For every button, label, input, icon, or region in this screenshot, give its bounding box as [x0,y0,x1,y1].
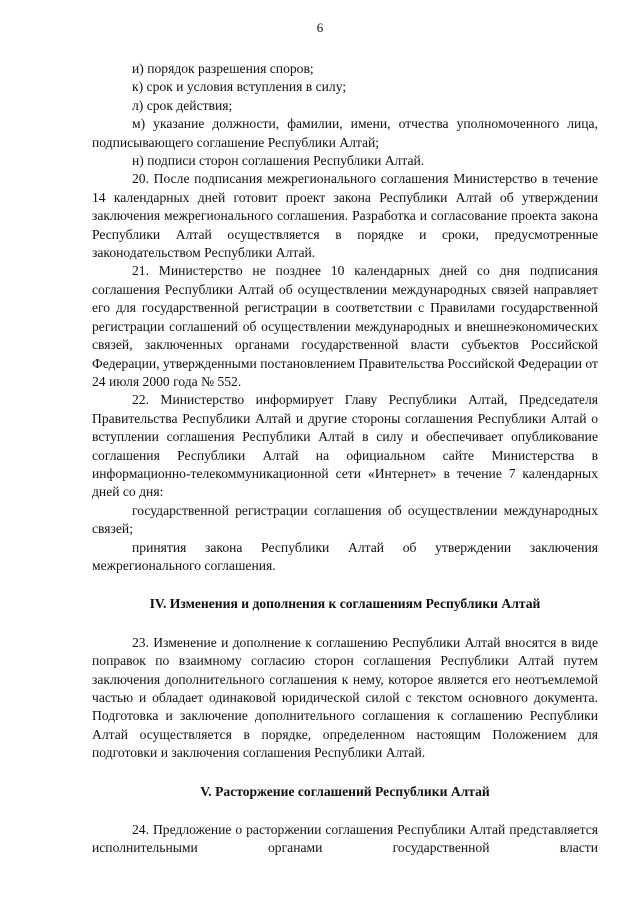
paragraph-22-item-2: принятия закона Республики Алтай об утверждении заключения межрегионального соглашения. [92,539,598,573]
paragraph-22: 22. Министерство информирует Главу Республики Алтай, Председателя Правительства Республики Алтай и другие стороны соглашения Республики Алтай о вступлении соглашения Республики Алтай в силу и обеспечивает опубликование соглашения Республики Алтай на официальном сайте Министерства в информационно-телекоммуникационной сети «Интернет» в течение 7 календарных дней со дня: [92,392,598,500]
paragraph-23: 23. Изменение и дополнение к соглашению Республики Алтай вносятся в виде поправок по взаимному согласию сторон соглашения Республики Алтай путем заключения дополнительного соглашения к нему, которое является его неотъемлемой частью и обладает одинаковой юридической силой с текстом основного документа. Подготовка и заключение дополнительного соглашения к соглашению Республики Алтай осуществляется в порядке, определенном настоящим Положением для подготовки и заключения соглашения Республики Алтай. [92,634,598,761]
list-item-m: м) указание должности, фамилии, имени, отчества уполномоченного лица, подписывающего соглашение Республики Алтай; [92,116,598,150]
list-item-n: н) подписи сторон соглашения Республики Алтай. [132,153,425,169]
paragraph-20: 20. После подписания межрегионального соглашения Министерство в течение 14 календарных дней готовит проект закона Республики Алтай об утверждении заключения межрегионального соглашения. Разработка и согласование проекта закона Республики Алтай осуществляется в порядке и сроки, предусмотренные законодательством Республики Алтай. [92,171,598,261]
section-4-heading: IV. Изменения и дополнения к соглашениям Республики Алтай [149,596,541,612]
paragraph-21: 21. Министерство не позднее 10 календарных дней со дня подписания соглашения Республики Алтай об осуществлении международных связей направляет его для государственной регистрации в соответствии с Правилами государственной регистрации соглашений об осуществлении международных и внешнеэкономических связей, заключенных органами государственной власти субъектов Российской Федерации, утвержденными постановлением Правительства Российской Федерации от 24 июля 2000 года № 552. [92,263,598,389]
page-number: 6 [316,20,324,35]
paragraph-22-item-1: государственной регистрации соглашения об осуществлении международных связей; [92,502,598,537]
list-item-k: к) срок и условия вступления в силу; [132,79,347,95]
section-5-heading: V. Расторжение соглашений Республики Алтай [200,783,490,799]
document-body [92,60,598,858]
list-item-i: и) порядок разрешения споров; [132,61,314,76]
paragraph-24: 24. Предложение о расторжении соглашения Республики Алтай представляется исполнительными органами государственной власти [92,822,598,856]
list-item-l: л) срок действия; [132,97,233,113]
